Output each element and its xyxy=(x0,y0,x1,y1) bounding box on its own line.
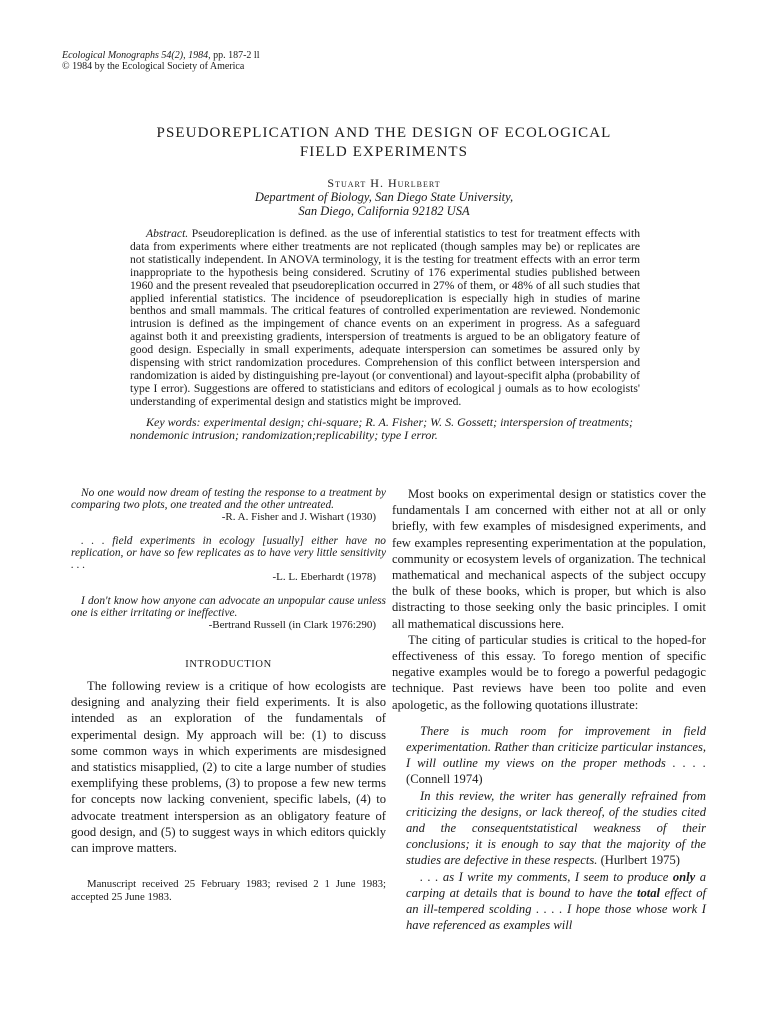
keywords-text: experimental design; chi-square; R. A. Fisher; W. S. Gossett; interspersion of treatments; nondemonic intrusion; randomization;replicability; type I error. xyxy=(130,415,633,442)
author-address: San Diego, California 92182 USA xyxy=(298,204,470,218)
title-line-1: PSEUDOREPLICATION AND THE DESIGN OF ECOLOGICAL xyxy=(156,125,612,141)
epigraph-quote: . . . field experiments in ecology [usually] either have no replication, or have so few replicates as to have very little sensitivity . . . xyxy=(71,535,386,571)
quote-text: In this review, the writer has generally refrained from criticizing the designs, or lack thereof, of the studies cited and the consequentstatistical weakness of their conclusions; it is enough to say that the majority of the studies are defective in these respects. xyxy=(406,788,706,868)
keywords xyxy=(130,416,640,442)
title-line-2: FIELD EXPERIMENTS xyxy=(299,144,469,160)
section-heading-introduction: INTRODUCTION xyxy=(185,659,272,670)
author-department: Department of Biology, San Diego State University, xyxy=(254,190,514,204)
epigraph-quote: No one would now dream of testing the response to a treatment by comparing two plots, one treated and the other untreated. xyxy=(71,487,386,511)
quote-text: a carping at details that is bound to have the xyxy=(406,869,706,900)
quote-emphasis: total xyxy=(636,885,661,900)
epigraph-source: -R. A. Fisher and J. Wishart (1930) xyxy=(221,511,376,523)
abstract-text: Pseudoreplication is defined. as the use of inferential statistics to test for treatment effects with data from experiments where either treatments are not replicated (though samples may be) or replicates are not statistically independent. In ANOVA terminology, it is the testing for treatment effects with an error term inappropriate to the hypothesis being considered. Scrutiny of 176 experimental studies published between 1960 and the present revealed that pseudoreplication occurred in 27% of them, or 48% of all such studies that applied inferential statistics. The incidence of pseudoreplication is especially high in studies of marine benthos and small mammals. The critical features of controlled experimentation are reviewed. Nondemonic intrusion is defined as the impingement of chance events on an experiment in progress. As a safeguard against both it and preexisting gradients, interspersion of treatments is argued to be an obligatory feature of good design. Especially in small experiments, adequate interspersion can sometimes be assured only by dispensing with strict randomization procedures. Comprehension of this conflict between interspersion and randomization is aided by distinguishing pre-layout (or conventional) and layout-specifit alpha (probability of type I error). Suggestions are offered to statisticians and editors of ecological j oumals as to how ecologists' understanding of experimental design and statistics might be improved. xyxy=(130,227,640,408)
block-quote-scolding xyxy=(406,869,706,934)
epigraph xyxy=(71,487,386,523)
epigraph xyxy=(71,595,386,631)
body-paragraph-1: Most books on experimental design or statistics cover the fundamentals I am concerned with either not at all or only briefly, with few examples of misdesigned experiments, and few examples representing experimentation at the population, community or ecosystem levels of organization. The technical mathematical and mechanical aspects of the subject occupy the bulk of these books, which is proper, but which is also distracting to those seeking only the basic principles. I omit all mathematical discussions here. xyxy=(392,487,706,631)
block-quote-connell xyxy=(406,723,706,788)
quote-citation: (Connell 1974) xyxy=(406,772,483,787)
epigraph-quote: I don't know how anyone can advocate an unpopular cause unless one is either irritating or ineffective. xyxy=(71,595,386,619)
journal-citation: Ecological Monographs 54(2), 1984, xyxy=(62,50,211,61)
author-name: Stuart H. Hurlbert xyxy=(327,176,441,190)
intro-paragraph: The following review is a critique of how ecologists are designing and analyzing their field experiments. It is also intended as an exploration of the fundamentals of experimental design. My approach will be: (1) to discuss some common ways in which experiments are misdesigned and statistics misapplied, (2) to cite a large number of studies exemplifying these problems, (3) to propose a few new terms for concepts now lacking convenient, specific labels, (4) to advocate treatment interspersion as an obligatory feature of good design, and (5) to suggest ways in which editors quickly can improve matters. xyxy=(71,679,386,856)
page-range: pp. 187-2 ll xyxy=(213,50,260,61)
manuscript-footnote: Manuscript received 25 February 1983; revised 2 1 June 1983; accepted 25 June 1983. xyxy=(71,878,386,904)
block-quote-hurlbert xyxy=(406,788,706,869)
copyright-line: © 1984 by the Ecological Society of America xyxy=(62,61,245,72)
epigraph-source: -Bertrand Russell (in Clark 1976:290) xyxy=(208,619,376,631)
left-column xyxy=(71,487,386,904)
paper-title xyxy=(0,124,768,162)
author-block xyxy=(0,176,768,218)
abstract-label: Abstract. xyxy=(146,227,189,240)
quote-text: effect of an ill-tempered scolding . . . . I hope those whose work I have referenced as examples will xyxy=(406,885,707,933)
abstract xyxy=(130,228,640,409)
body-paragraph-2: The citing of particular studies is critical to the hoped-for effectiveness of this essay. To forego mention of specific negative examples would be to forego a powerful pedagogic technique. Past reviews have been too polite and even apologetic, as the following quotations illustrate: xyxy=(392,632,706,712)
epigraph-source: -L. L. Eberhardt (1978) xyxy=(272,571,376,583)
right-column xyxy=(392,486,706,933)
quote-text: There is much room for improvement in field experimentation. Rather than criticize particular instances, I will outline my views on the proper methods . . . . xyxy=(406,723,706,771)
quote-text: . . . as I write my comments, I seem to produce xyxy=(420,869,669,884)
journal-header xyxy=(62,50,259,72)
quote-emphasis: only xyxy=(672,869,696,884)
quote-citation: (Hurlbert 1975) xyxy=(600,853,680,868)
keywords-label: Key words: xyxy=(146,415,201,429)
epigraph xyxy=(71,535,386,583)
